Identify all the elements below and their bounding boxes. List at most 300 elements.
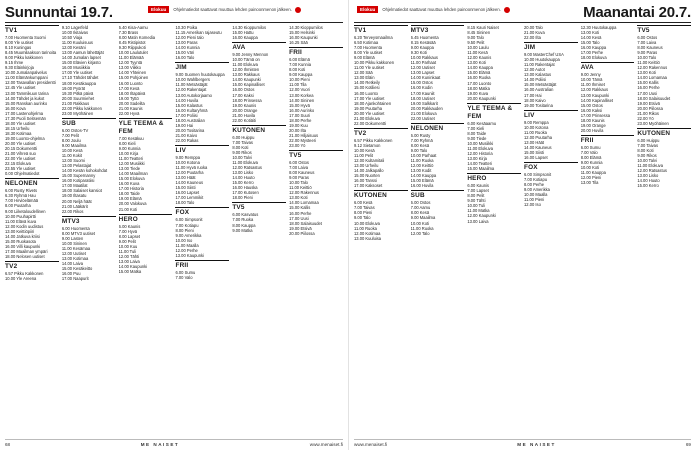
program-listing: 10.00 Musiikki: [467, 140, 494, 146]
program-listing: 20.00 Yle uutiset: [354, 110, 385, 116]
program-listing: 14.00 Retkeily: [354, 80, 380, 86]
program-listing: 15.00 Kotiliesi: [354, 85, 380, 91]
program-listing: 20.00 Suurmiehet: [61, 95, 95, 101]
program-listing: 13.00 Tammikuun tarina: [5, 90, 49, 96]
program-listing: 18.00 Talo: [175, 200, 195, 206]
program-listing: 11.00 Kesä: [467, 50, 488, 56]
program-listing: 14.00 Yhteinen: [118, 70, 147, 76]
program-listing: 12.30 Huutokauppa: [580, 25, 617, 30]
channel-heading: AVA: [581, 62, 635, 72]
program-listing: 13.00 Urheilu: [354, 163, 379, 169]
program-listing: 15.00 Ostos: [410, 80, 433, 86]
channel-heading: MTV3: [411, 25, 465, 35]
program-listing: 12.00 Ratsastus: [637, 168, 667, 174]
program-listing: 8.00 Yle uutiset: [5, 40, 34, 46]
program-listing: 7.00 Laiva: [637, 40, 657, 46]
program-listing: 9.00 Lasten: [61, 235, 84, 241]
schedule-column: [524, 25, 578, 436]
program-listing: 17.00 Kaksi: [232, 92, 254, 98]
program-listing: 14.00 Kesän kohokohdat: [61, 168, 108, 174]
channel-heading: YLE TEEMA & FEM: [467, 103, 521, 121]
program-listing: 7.00 Laiva: [289, 165, 309, 171]
program-listing: 10.50 Viaja: [61, 35, 83, 41]
program-listing: 14.00 Kapinalliset: [580, 97, 614, 103]
program-listing: 9.00 Amerikka: [175, 232, 202, 238]
program-listing: 8.00 Pieni: [354, 210, 373, 216]
program-listing: 8.00 Kauneus: [289, 170, 315, 176]
program-listing: 14.00 Jalkapallo: [354, 168, 384, 174]
program-listing: 13.00 Eläin: [354, 75, 375, 81]
program-listing: 9.30 Koti: [410, 50, 427, 56]
program-listing: 9.00 Jenny: [580, 72, 601, 78]
program-listing: 10.00 Kotona: [175, 160, 200, 166]
program-listing: 14.00 Tähdet ja kukot: [5, 95, 45, 101]
program-listing: 7.30 Brass: [118, 30, 139, 36]
program-listing: 8.45 Muumilaakson tarinoita: [5, 50, 57, 56]
program-listing: 6.30 Ryhmä Hau: [5, 193, 36, 199]
program-listing: 19.00 Luonto-ohjelma: [5, 135, 45, 141]
program-listing: 9.00 MasterChef USA: [524, 52, 564, 58]
program-listing: 14.00 Kaupunki: [118, 263, 148, 269]
program-listing: 12.00 Tasavallan presidentti: [5, 80, 56, 86]
program-listing: 16.00 Kultaryhmä: [175, 107, 208, 113]
program-listing: 16.00 Lapset: [175, 190, 200, 196]
program-listing: 19.30 Pitkä päivä: [61, 90, 94, 96]
program-listing: 20.00 Huvila: [580, 127, 604, 133]
program-listing: 10.00 Elokuva: [354, 220, 380, 226]
channel-heading: FOX: [524, 162, 578, 172]
program-listing: 10.00 Talvi: [637, 158, 657, 164]
channel-heading: KUTONEN: [232, 125, 286, 135]
program-listing: 17.00 Hai: [524, 92, 542, 98]
schedule-column: [411, 25, 465, 436]
program-listing: 9.30 Eläinkirjoja: [5, 65, 34, 71]
program-listing: 14.00 Kauneus: [524, 144, 552, 150]
program-listing: 11.00 Parhaat: [410, 60, 437, 66]
program-listing: 6.00 Huippu: [232, 134, 255, 140]
bullet-icon: [295, 7, 301, 13]
program-listing: 13.00 Kirja: [467, 156, 487, 162]
program-listing: 16.00 Hauska: [232, 185, 258, 191]
program-listing: 10.30 Poika: [175, 25, 198, 30]
program-listing: 11.00 Yle uutiset: [354, 65, 385, 71]
program-listing: 12.00 Kodin uudistus: [5, 223, 44, 229]
program-listing: 11.00 Pelit: [354, 152, 374, 158]
program-listing: 6.00 Elämä: [289, 57, 310, 63]
program-listing: 8.00 Pieni: [175, 227, 194, 233]
program-listing: 13.00 Häät: [175, 175, 196, 181]
program-listing: 6.00 Ostos-TV: [61, 127, 89, 133]
program-listing: 12.00 Keittiö: [410, 163, 434, 169]
program-listing: 10.00 Puuhapirtti: [5, 213, 36, 219]
program-listing: 9.00 Talo: [410, 147, 428, 153]
program-listing: 16.00 Luonto: [354, 90, 378, 96]
channel-heading: AVA: [232, 42, 286, 52]
program-listing: 21.00 Elokuva: [410, 110, 437, 116]
program-listing: 20.15 Dokumentti: [5, 146, 38, 152]
program-listing: 6.00 Ostos: [637, 35, 658, 40]
program-listing: 19.00 Elämä: [118, 196, 142, 202]
program-listing: 8.00 Kauneus: [637, 45, 663, 51]
program-listing: 19.00 Iltasatu: [61, 193, 87, 199]
program-listing: 18.00 Taide: [118, 191, 140, 197]
program-listing: 15.00 Elämä: [410, 178, 434, 184]
program-listing: 16.00 Kauppa: [580, 45, 607, 51]
program-listing: 19.00 Kuu: [289, 122, 308, 128]
program-listing: 20.00 Kaupunki: [467, 95, 496, 101]
program-listing: 18.00 Salaisuudet: [289, 220, 322, 226]
program-listing: 8.00 Koti: [232, 144, 249, 150]
program-listing: 22.00 Hyvä: [118, 110, 140, 116]
program-listing: 13.00 Keittiöpiiri: [5, 228, 35, 234]
program-listing: 19.00 Puutarha: [354, 105, 382, 111]
program-listing: 14.00 Sininen: [289, 97, 315, 103]
program-listing: 14.30 Kioppumilos: [232, 25, 266, 30]
program-listing: 11.00 Elämää: [118, 55, 144, 61]
program-listing: 8.00 Matin Komedia: [118, 35, 156, 41]
program-listing: 8.00 Kieli: [118, 140, 136, 146]
program-listing: 10.00 Talo: [637, 55, 657, 61]
program-listing: 18.00 Matka: [467, 85, 490, 91]
program-listing: 13.00 Koti: [580, 30, 600, 36]
program-listing: 21.00 Hiljaisuus: [289, 132, 319, 138]
program-listing: 7.00 Hirviöelämää: [5, 198, 38, 204]
program-listing: 9.00 Matka: [232, 227, 253, 233]
program-listing: 15.00 Hattu: [232, 30, 254, 36]
program-listing: 7.00 Huomenta: [354, 45, 382, 51]
program-listing: 21.00 Huvila: [232, 112, 256, 118]
program-listing: 10.00 Kotona: [524, 124, 549, 130]
program-listing: 17.00 Kaksoset: [354, 183, 383, 189]
divider: [5, 22, 343, 23]
program-listing: 15.00 Kallis: [289, 205, 311, 211]
program-listing: 22.15 Elokuva: [5, 161, 31, 167]
program-listing: 7.00 Hyvä: [118, 228, 138, 234]
program-listing: 13.00 Lisko: [232, 170, 254, 176]
program-listing: 19.00 Kaunis: [232, 102, 257, 108]
page-footer: [354, 439, 691, 448]
program-listing: 6.00 Kaunis: [118, 223, 141, 229]
program-listing: 19.00 Kuva: [467, 90, 489, 96]
promo-text: Ohjelmatiedot saattavat muuttua lehden painoonmenon jälkeen.: [173, 7, 292, 12]
program-listing: 17.30 Puoli Seitsemän: [5, 115, 46, 121]
promo-banner: [148, 4, 301, 15]
program-listing: 13.00 Lisko: [637, 173, 659, 179]
program-listing: 11.00 Keittiö: [637, 60, 660, 66]
program-listing: 17.00 Maatilat: [61, 183, 88, 189]
program-listing: 6.00 Ostos: [410, 200, 431, 206]
program-listing: 14.30 Kioppumilos: [289, 25, 323, 30]
program-listing: 16.00 Ruoka: [467, 75, 491, 81]
channel-heading: JIM: [524, 42, 578, 52]
program-listing: 10.00 Pikku kakkonen: [354, 60, 395, 66]
program-listing: 14.00 Kuninkaat: [410, 75, 441, 81]
program-listing: 10.00 Kuu: [118, 243, 138, 249]
program-listing: 16.00 Kuva: [118, 181, 140, 187]
channel-heading: TV1: [5, 25, 59, 35]
program-listing: 11.00 Ruoka: [524, 129, 547, 135]
program-listing: 15.00 Ranskan aurinko: [5, 100, 48, 106]
program-listing: 14.00 Jatkuva kriisi: [5, 233, 40, 239]
program-listing: 22.00 Ilta: [524, 35, 541, 41]
program-listing: 7.00 Huomenta Suomi: [5, 35, 46, 40]
program-listing: 11.00 Maalla: [175, 242, 199, 248]
program-listing: 10.00 Koti: [580, 165, 600, 171]
program-listing: 8.10 Kuningas: [5, 45, 32, 51]
program-listing: 16.00 Kotiparatiisi: [61, 178, 95, 184]
program-listing: 11.00 Matka: [467, 208, 490, 214]
channel-heading: LIV: [175, 145, 229, 155]
program-listing: 19.00 Orange: [580, 122, 606, 128]
channel-heading: TV5: [637, 25, 691, 35]
program-listing: 11.00 Metsästäjät: [175, 82, 208, 88]
program-listing: 22.00 Yle uutiset: [5, 156, 36, 162]
program-listing: 17.10 Tähdet tähdet: [61, 75, 99, 81]
program-listing: 6.00 Rusty Rivets: [5, 188, 38, 194]
schedule-column: [581, 25, 635, 436]
program-listing: 11.00 Teatteri: [118, 156, 144, 162]
program-listing: 16.00 Musiikkia: [61, 65, 91, 71]
program-listing: 15.00 Kerro: [232, 180, 254, 186]
program-listing: 13.00 Kaupunki: [175, 252, 204, 258]
program-listing: 21.00 Vihreä suo: [5, 151, 36, 157]
bullet-icon: [504, 7, 510, 13]
channel-heading: SUB: [62, 118, 116, 128]
program-listing: 9.00 Rikos: [232, 149, 252, 155]
schedule-column: [62, 25, 116, 436]
program-listing: 10.00 Kirja: [118, 150, 139, 156]
program-listing: 15.00 Kesäkeitto: [61, 266, 93, 272]
program-listing: 20.00 Tositarina: [175, 127, 205, 133]
channel-heading: NELONEN: [5, 178, 59, 188]
program-listing: 8.45 Sininen: [467, 30, 491, 36]
program-listing: 19.00 Etsivä: [289, 225, 312, 231]
program-listing: 6.00 Simpsonit: [175, 217, 203, 223]
program-listing: 16.00 Talo: [175, 55, 195, 61]
program-listing: 17.00 Yle uutiset: [61, 70, 93, 76]
program-listing: 12.00 Perhe: [175, 247, 198, 253]
program-listing: 11.15 Amerikan rajaseutu: [175, 30, 222, 36]
program-listing: 9.00 Talo: [354, 215, 371, 221]
program-listing: 17.00 Kauniit: [410, 90, 435, 96]
channel-heading: FOX: [175, 207, 229, 217]
program-listing: 15.00 Ostos: [580, 102, 603, 108]
program-listing: 13.00 Laiva: [467, 218, 489, 224]
channel-heading: HERO: [119, 214, 173, 224]
program-listing: 16.00 Luonto: [118, 80, 143, 86]
program-listing: 6.00 Kasvatus: [232, 212, 259, 218]
program-listing: 13.00 Kaupunki: [580, 92, 610, 98]
program-listing: 16.00 Villi kaupunki: [5, 243, 41, 249]
program-listing: 11.00 Kuuluisuus: [61, 40, 93, 46]
program-listing: 8.00 Lapset: [118, 233, 141, 239]
program-listing: 16.00 Perhe: [289, 210, 312, 216]
program-listing: 9.00 Talo: [467, 35, 484, 41]
program-listing: 14.00 Poliisi: [524, 77, 547, 83]
program-listing: 23.00 Yö: [289, 142, 306, 148]
program-listing: 6.20 Terveysmaailma: [354, 35, 393, 40]
program-listing: 17.00 Uusi: [637, 90, 657, 96]
program-listing: 11.00 Elokuva: [232, 160, 258, 166]
program-listing: 18.15 Urheilu: [5, 125, 30, 131]
program-listing: 8.00 Joulu: [61, 137, 81, 143]
program-listing: 10.00 Tämä on: [232, 57, 260, 63]
program-listing: 18.00 Yle uutiset: [5, 120, 36, 126]
program-listing: 22.00 Rakas: [175, 137, 199, 143]
program-listing: 16.00 Huvila: [410, 183, 434, 189]
program-listing: 15.00 Väri: [175, 50, 195, 56]
program-listing: 12.00 Rakentajat: [175, 87, 207, 93]
program-listing: 8.00 Kesä: [410, 210, 430, 216]
program-listing: 15.00 Elämä: [467, 70, 491, 76]
program-listing: 19.00 Etsivä: [637, 100, 660, 106]
program-listing: 18.00 Prinsessa: [232, 97, 262, 103]
program-listing: 18.00 Kaunis: [580, 117, 605, 123]
program-listing: 7.00 Kunnia: [289, 62, 311, 68]
program-listing: 8.00 Koti: [637, 147, 654, 153]
program-listing: 14.00 Kaupunki: [232, 77, 261, 83]
channel-heading: NELONEN: [411, 123, 465, 133]
program-listing: 18.00 Ajankohtainen: [354, 100, 392, 106]
program-listing: 16.00 Ostos: [232, 87, 255, 93]
program-listing: 11.00 Kesämaa: [61, 245, 91, 251]
program-listing: 10.00 Rakkaus: [410, 55, 438, 61]
program-listing: 12.00 Kotimaa: [354, 230, 381, 236]
program-listing: 14.00 Kunnia: [175, 45, 200, 51]
program-listing: 18.30 Kotimaa: [5, 130, 32, 136]
program-listing: 16.00 Tanssi: [354, 178, 377, 184]
website-url: www.menaiset.fi: [309, 442, 343, 447]
program-listing: 9.00 Remppa: [524, 119, 549, 125]
program-listing: 12.00 Talo: [410, 230, 430, 236]
program-listing: 21.00 Elokuva: [354, 115, 380, 121]
program-listing: 12.00 Pieni talo: [175, 35, 204, 41]
program-listing: 13.00 Tila: [580, 180, 599, 186]
program-listing: 10.00 Yle Areena: [5, 276, 37, 282]
program-listing: 11.00 Ihmiset: [580, 82, 605, 88]
program-listing: 12.00 Puutarha: [175, 170, 204, 176]
program-listing: 17.00 Kutosen: [232, 190, 259, 196]
program-listing: 9.10 Lagerfeld: [61, 25, 89, 30]
schedule-column: [175, 25, 229, 436]
program-listing: 13.00 Kuuluisa: [354, 235, 382, 241]
program-listing: 13.00 Lapset: [410, 70, 435, 76]
program-listing: 20.00 Ilta: [289, 127, 306, 133]
program-listing: 15.00 Kallis: [637, 80, 659, 86]
program-listing: 13.00 Tiede: [118, 166, 141, 172]
program-listing: 9.00 Paras: [289, 175, 309, 181]
program-listing: 22.00 Mysteeri: [289, 137, 316, 143]
program-listing: 15.00 Pohjoinen: [118, 75, 149, 81]
channel-heading: LIV: [524, 110, 578, 120]
program-listing: 10.00 Kesä: [354, 147, 375, 153]
program-listing: 6.57 Pikku Kakkonen: [354, 137, 393, 143]
program-listing: 9.00 Maailma: [61, 142, 87, 148]
channel-heading: TV5: [289, 150, 343, 160]
program-listing: 9.00 Pelit: [118, 238, 136, 244]
program-listing: 10.00 Jumalanpalvelus: [5, 70, 47, 76]
program-listing: 12.00 Historia: [467, 150, 493, 156]
program-listing: 11.00 Rakentajat: [524, 62, 555, 68]
program-listing: 10.00 Maalla: [524, 192, 548, 198]
program-listing: 9.00 Elämä: [354, 55, 375, 61]
page-number: 69: [685, 442, 691, 447]
program-listing: 22.00 Rikos: [61, 208, 84, 214]
program-listing: 12.00 Ihmisten: [232, 67, 260, 73]
program-listing: 8.00 Puutarha: [5, 203, 31, 209]
program-listing: 8.00 Koti: [289, 67, 306, 73]
program-listing: 11.00 Pieni: [524, 197, 545, 203]
program-listing: 7.00 Taivas: [637, 142, 658, 148]
program-listing: 0.00 Ohjelmatiedot: [5, 171, 40, 177]
program-listing: 6.45 Huomenta: [410, 35, 439, 40]
program-listing: 14.00 Kauppa: [467, 65, 493, 71]
program-listing: 21.00 Kaivo: [175, 132, 198, 138]
page-footer: [5, 439, 343, 448]
program-listing: 10.00 Laulu: [467, 45, 489, 51]
program-listing: 18.00 Uutiset: [410, 95, 435, 101]
program-listing: 17.00 Historia: [118, 186, 144, 192]
program-listing: 17.00 Perhe: [580, 50, 603, 56]
program-listing: 6.00 Huippu: [637, 137, 660, 143]
program-listing: 9.30 Riippukoti: [118, 45, 146, 51]
program-listing: 8.00 Elämä: [580, 154, 602, 160]
program-listing: 20.00 Orange: [232, 107, 258, 113]
program-listing: 16.00 Kaksi: [580, 107, 603, 113]
day-title: Maanantai 20.7.: [583, 4, 691, 21]
program-listing: 7.00 Taivas: [232, 139, 253, 145]
program-listing: 15.00 Metsästäjät: [524, 82, 557, 88]
program-listing: 6.00 Simpsonit: [524, 172, 552, 178]
program-listing: 19.00 Hai: [175, 122, 194, 128]
program-listing: 13.00 Rakkaus: [232, 72, 260, 78]
schedule-column: [467, 25, 521, 436]
program-listing: 9.00 Kunnia: [580, 160, 603, 166]
program-listing: 9.00 Kauppa: [410, 45, 434, 51]
program-listing: 12.00 Uutiset: [410, 65, 435, 71]
program-listing: 13.00 Koti: [289, 195, 308, 201]
program-listing: 7.00 Ryhmä: [410, 137, 433, 143]
program-listing: 9.15 Ihme: [5, 60, 24, 66]
program-listing: 18.00 Nelosen uutiset: [5, 253, 45, 259]
promo-tag: Elokuu: [148, 6, 169, 13]
program-listing: 10.00 Sininen: [61, 240, 87, 246]
program-listing: 11.00 Tila: [289, 82, 307, 88]
program-listing: 12.00 Rakennus: [637, 65, 668, 71]
program-listing: 14.00 Lomamaa: [289, 200, 319, 206]
program-listing: 9.00 Amerikka: [524, 187, 550, 193]
program-listing: 21.00 Rakkaus: [61, 100, 90, 106]
program-listing: 11.00 Tuli: [118, 248, 137, 254]
program-listing: 13.00 Pelastajat: [61, 163, 92, 169]
program-listing: 19.00 Tositarina: [524, 102, 553, 108]
program-listing: 8.00 Taide: [467, 130, 487, 136]
program-listing: 12.00 Puutarha: [524, 134, 553, 140]
program-listing: 15.00 Supernanny: [61, 173, 96, 179]
program-listing: 16.00 Kodin: [410, 85, 433, 91]
program-listing: 11.00 Ruoka: [410, 225, 434, 231]
program-listing: 10.00 Talvi: [232, 154, 252, 160]
program-listing: 19.00 Tyttö: [118, 95, 139, 101]
channel-heading: SUB: [411, 190, 465, 200]
schedule-columns: [5, 25, 343, 436]
program-listing: 12.00 Tyyntä: [118, 60, 143, 66]
program-listing: 9.00 Tiede: [467, 135, 487, 141]
divider: [354, 22, 691, 23]
program-listing: 12.00 Pieni: [580, 175, 602, 181]
program-listing: 8.00 Pelit: [467, 193, 485, 199]
schedule-column: [289, 25, 343, 436]
